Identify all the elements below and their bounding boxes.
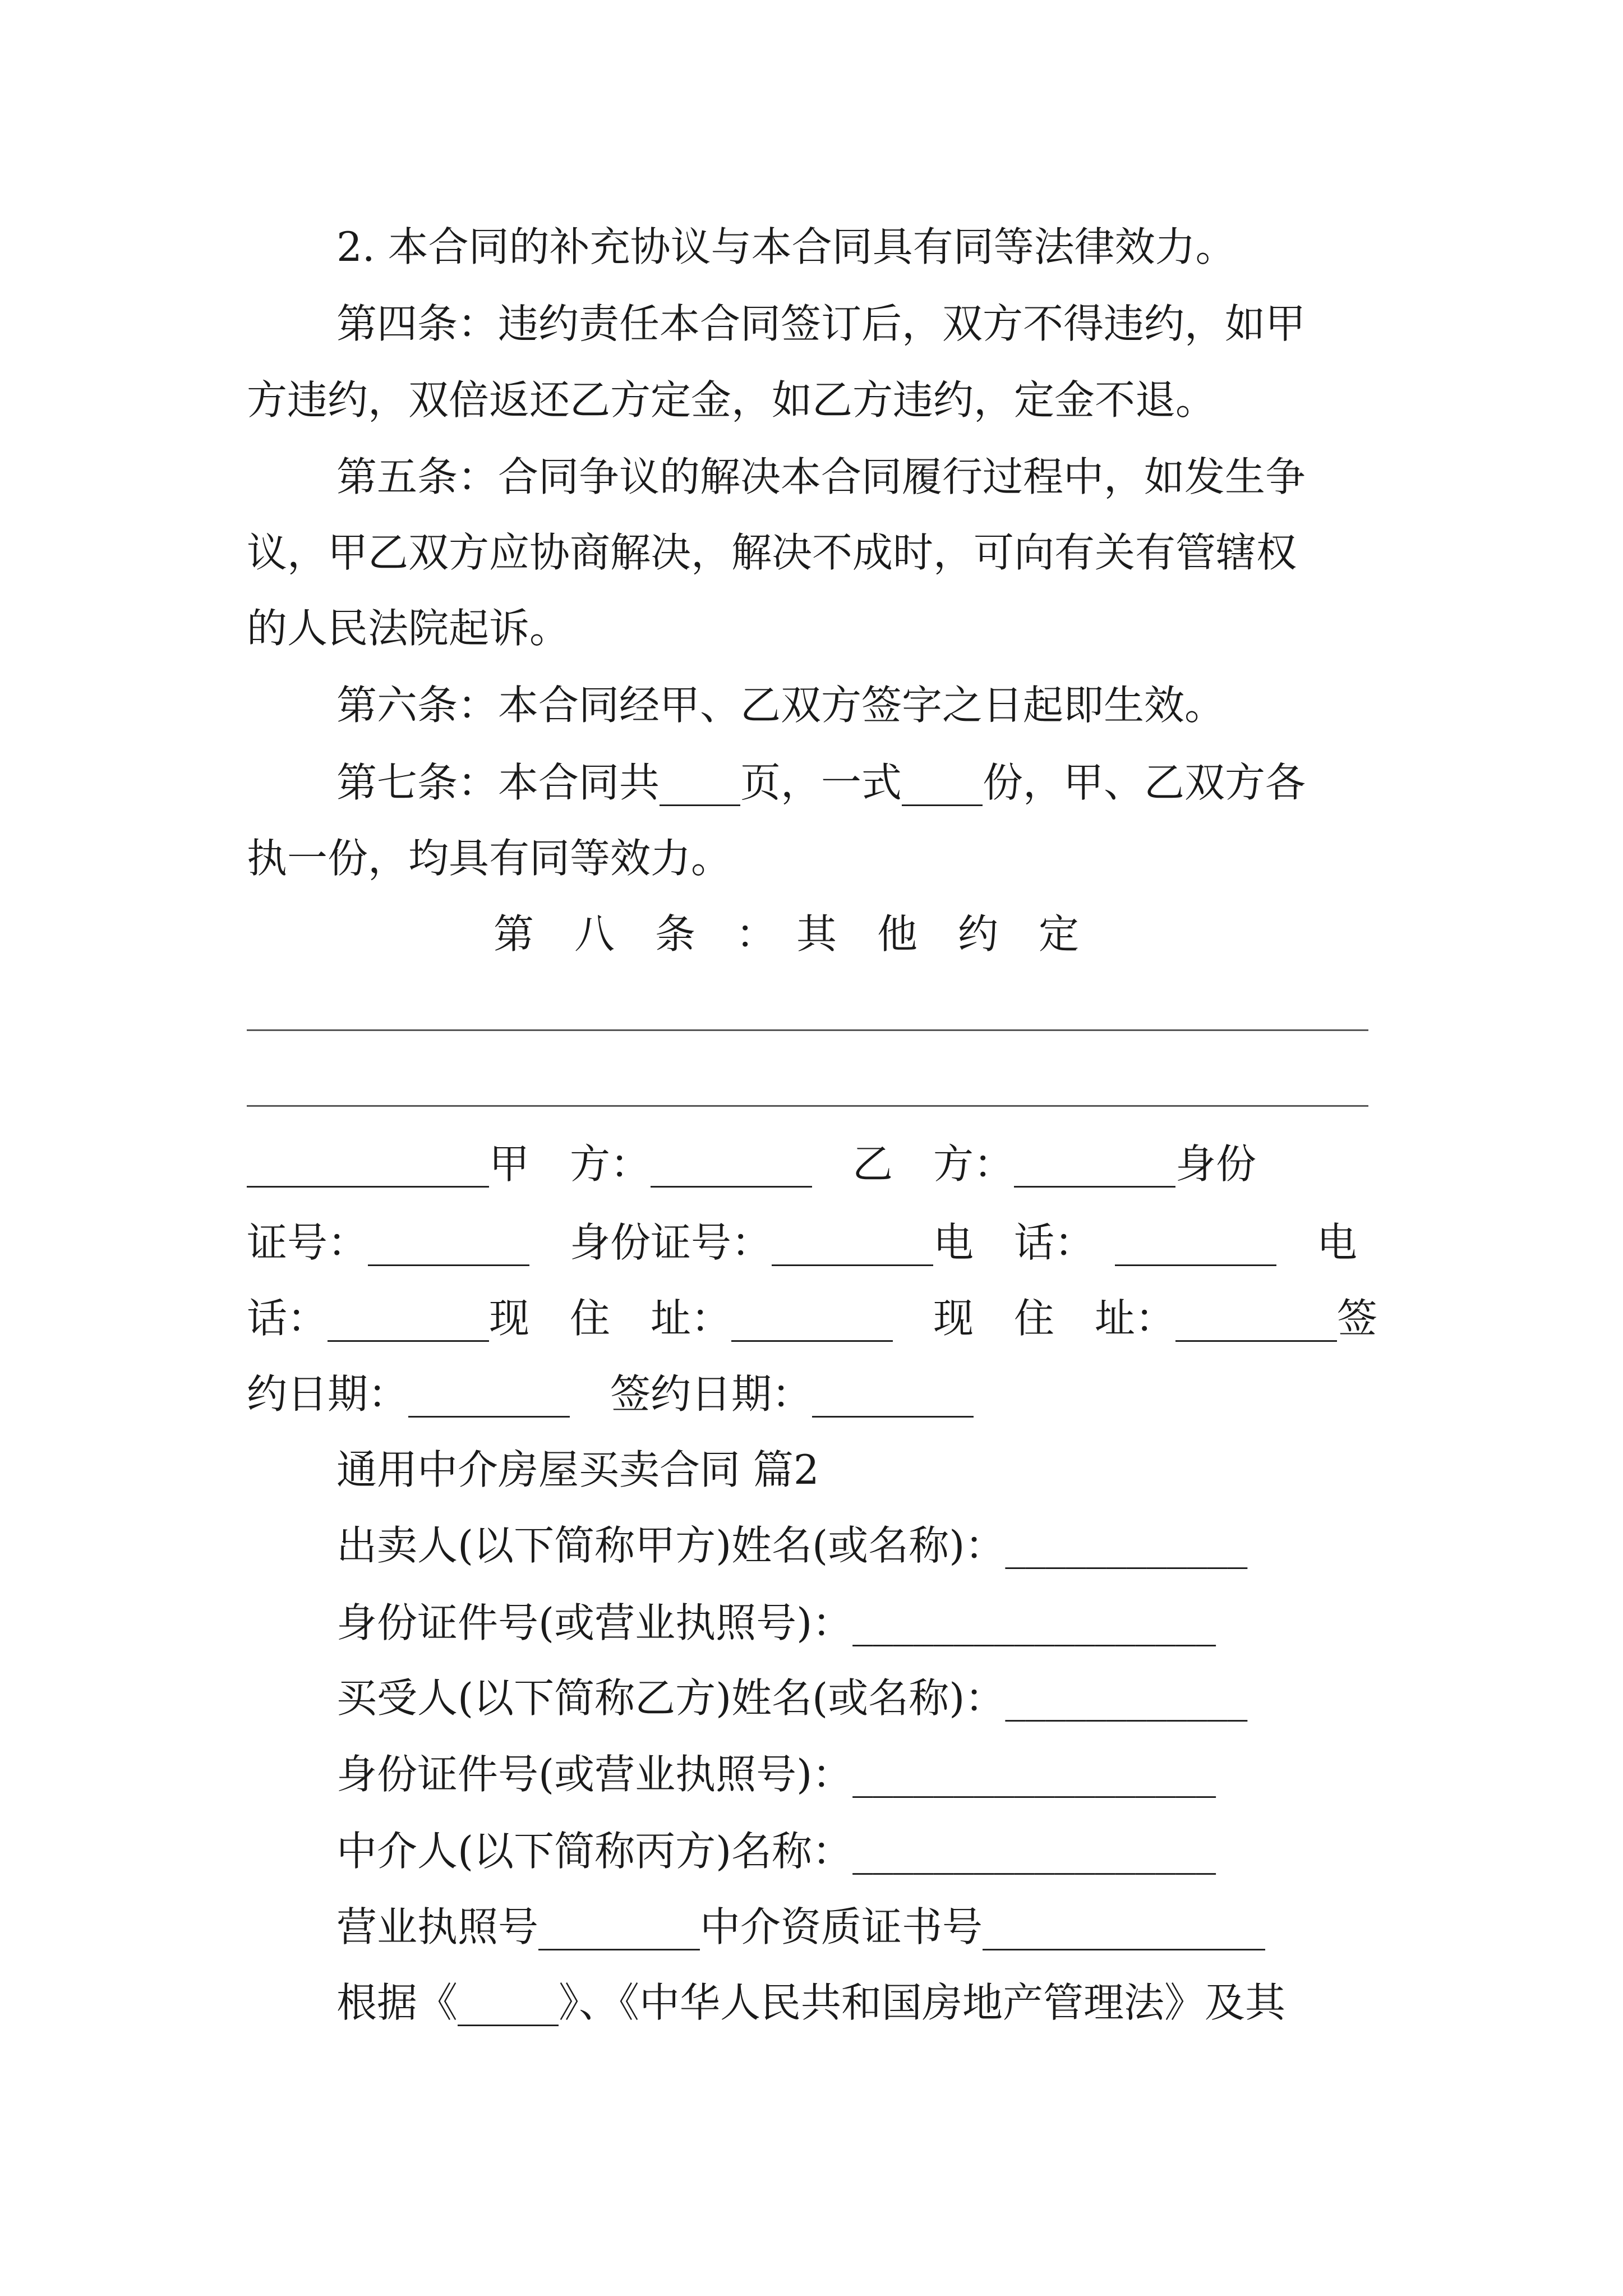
text-line: 身份证件号(或营业执照号)：__________________ [336, 1751, 1216, 1798]
text-line: 约日期：________ 签约日期：________ [247, 1370, 974, 1418]
blank-fill-line [247, 1029, 1368, 1031]
text-line: 方违约，双倍返还乙方定金，如乙方违约，定金不退。 [247, 376, 1216, 424]
text-line: 第七条：本合同共____页，一式____份，甲、乙双方各 [336, 759, 1306, 806]
text-line: 中介人(以下简称丙方)名称：__________________ [336, 1828, 1216, 1875]
text-line: 第六条：本合同经甲、乙双方签字之日起即生效。 [336, 682, 1225, 729]
text-line: 话：________现 住 址：________ 现 住 址：________签 [247, 1295, 1378, 1342]
text-line: 营业执照号________中介资质证书号______________ [336, 1903, 1266, 1950]
text-line: 出卖人(以下简称甲方)姓名(或名称)：____________ [336, 1522, 1248, 1569]
text-line: 第 八 条 ： 其 他 约 定 [494, 910, 1080, 958]
text-line: 2. 本合同的补充协议与本合同具有同等法律效力。 [336, 223, 1236, 270]
blank-fill-line [247, 1105, 1368, 1107]
text-line: 第四条：违约责任本合同签订后，双方不得违约，如甲 [336, 300, 1306, 347]
text-line: 身份证件号(或营业执照号)：__________________ [336, 1599, 1216, 1646]
text-line: 根据《_____》、《中华人民共和国房地产管理法》及其 [336, 1979, 1286, 2026]
text-line: 议，甲乙双方应协商解决，解决不成时，可向有关有管辖权 [247, 529, 1297, 576]
section-heading: 通用中介房屋买卖合同 篇2 [336, 1446, 819, 1493]
text-line: 证号：________ 身份证号：________电 话： ________ 电 [247, 1219, 1358, 1266]
text-line: 执一份，均具有同等效力。 [247, 835, 732, 882]
text-line: ____________甲 方：________ 乙 方：________身份 [247, 1140, 1257, 1188]
text-line: 的人民法院起诉。 [247, 605, 570, 652]
text-line: 买受人(以下简称乙方)姓名(或名称)：____________ [336, 1674, 1248, 1722]
text-line: 第五条：合同争议的解决本合同履行过程中，如发生争 [336, 453, 1306, 500]
